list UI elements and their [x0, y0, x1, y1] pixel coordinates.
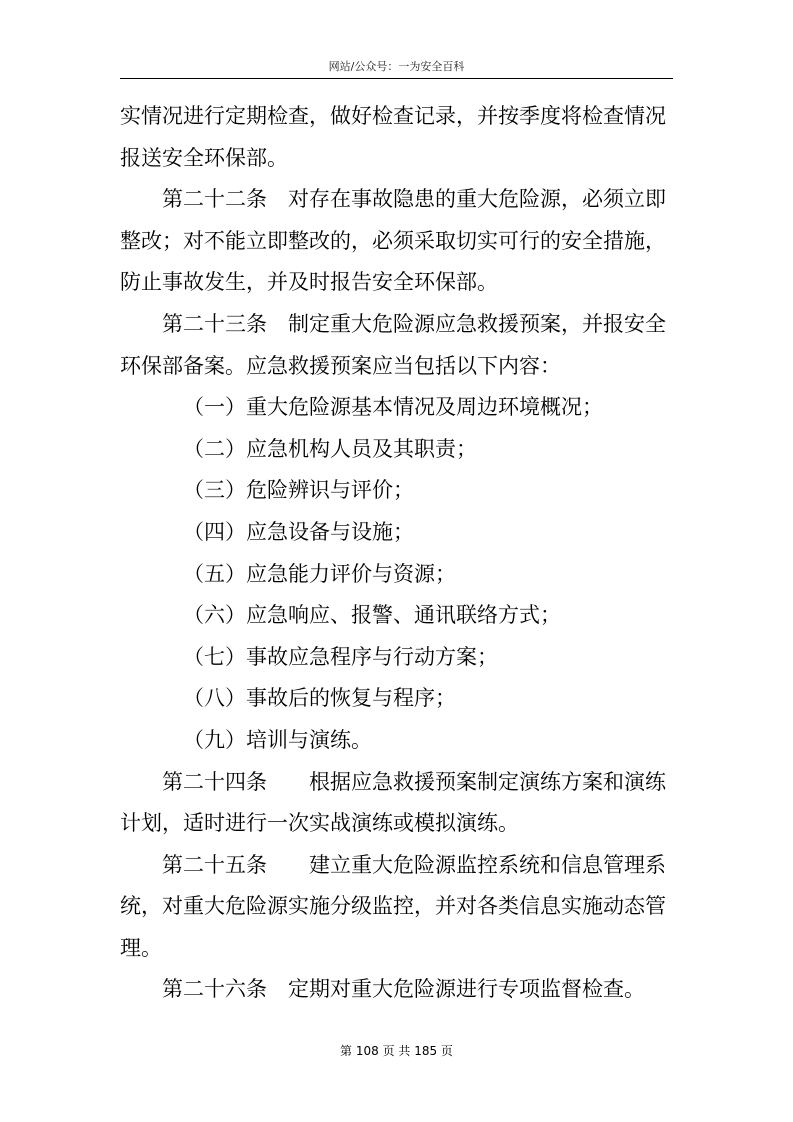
list-item: （一）重大危险源基本情况及周边环境概况； — [183, 395, 603, 420]
header-divider — [120, 78, 673, 79]
list-item: （七）事故应急程序与行动方案； — [183, 644, 498, 669]
text-line: 防止事故发生，并及时报告安全环保部。 — [120, 270, 498, 295]
article-22: 第二十二条 对存在事故隐患的重大危险源，必须立即 — [162, 187, 666, 212]
list-item: （九）培训与演练。 — [183, 727, 372, 752]
page-footer: 第 108 页 共 185 页 — [340, 1044, 453, 1058]
text-line: 环保部备案。应急救援预案应当包括以下内容： — [120, 353, 561, 378]
list-item: （四）应急设备与设施； — [183, 519, 414, 544]
article-24: 第二十四条 根据应急救援预案制定演练方案和演练 — [162, 769, 666, 794]
list-item: （三）危险辨识与评价； — [183, 478, 414, 503]
text-line: 实情况进行定期检查，做好检查记录，并按季度将检查情况 — [120, 104, 666, 128]
article-25: 第二十五条 建立重大危险源监控系统和信息管理系 — [162, 852, 666, 877]
text-line: 计划，适时进行一次实战演练或模拟演练。 — [120, 811, 519, 836]
text-line: 整改；对不能立即整改的，必须采取切实可行的安全措施， — [120, 228, 666, 253]
text-line: 统，对重大危险源实施分级监控，并对各类信息实施动态管 — [120, 894, 666, 919]
list-item: （二）应急机构人员及其职责； — [183, 436, 477, 461]
article-26: 第二十六条 定期对重大危险源进行专项监督检查。 — [162, 977, 645, 1002]
article-23: 第二十三条 制定重大危险源应急救援预案，并报安全 — [162, 311, 666, 336]
text-line: 理。 — [120, 935, 162, 960]
list-item: （八）事故后的恢复与程序； — [183, 686, 456, 711]
list-item: （六）应急响应、报警、通讯联络方式； — [183, 603, 561, 628]
page-header: 网站/公众号：一为安全百科 — [328, 60, 465, 73]
document-body — [120, 96, 674, 1011]
list-item: （五）应急能力评价与资源； — [183, 561, 456, 586]
text-line: 报送安全环保部。 — [120, 145, 288, 170]
